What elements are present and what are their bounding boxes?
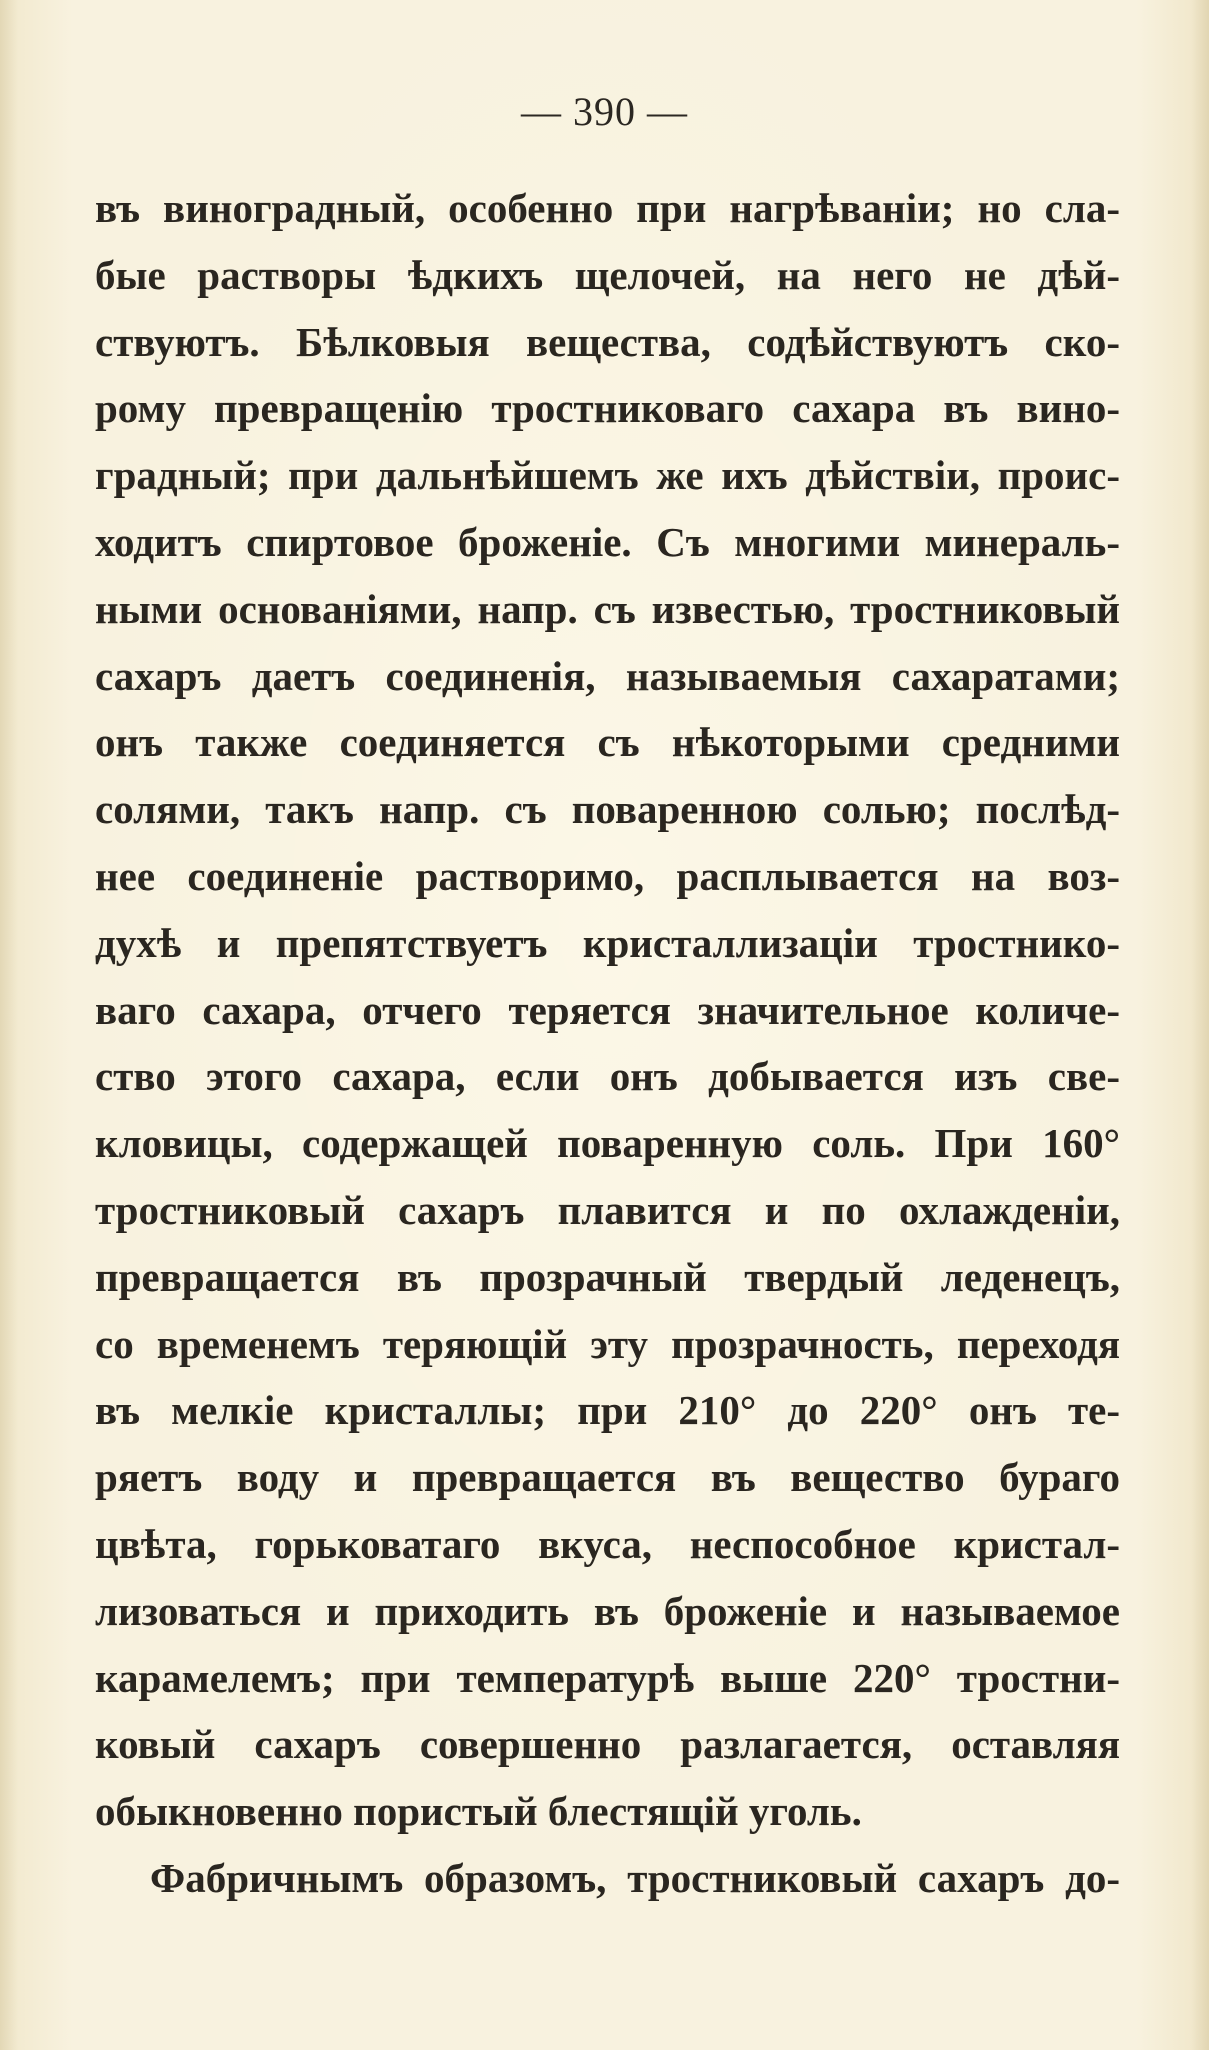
text-line: цвѣта, горьковатаго вкуса, неспособное кристал- bbox=[95, 1520, 1120, 1567]
text-line: ряетъ воду и превращается въ вещество бураго bbox=[95, 1454, 1120, 1501]
text-line: тростниковый сахаръ плавится и по охлажденіи, bbox=[95, 1186, 1120, 1233]
text-line: ство этого сахара, если онъ добывается изъ све- bbox=[95, 1053, 1120, 1100]
body-text bbox=[95, 175, 1120, 1912]
text-line: сахаръ даетъ соединенія, называемыя сахаратами; bbox=[95, 652, 1120, 699]
text-line: обыкновенно пористый блестящій уголь. bbox=[95, 1788, 862, 1835]
text-line: ными основаніями, напр. съ известью, тростниковый bbox=[95, 585, 1120, 632]
text-line: ваго сахара, отчего теряется значительное количе- bbox=[95, 986, 1120, 1033]
text-line: онъ также соединяется съ нѣкоторыми средними bbox=[95, 719, 1120, 766]
page-edge-shadow-left bbox=[0, 0, 18, 2050]
text-line: солями, такъ напр. съ поваренною солью; послѣд- bbox=[95, 786, 1120, 833]
text-line: Фабричнымъ образомъ, тростниковый сахаръ до- bbox=[150, 1854, 1120, 1901]
text-line: рому превращенію тростниковаго сахара въ вино- bbox=[95, 385, 1120, 432]
text-line: нее соединеніе растворимо, расплывается на воз- bbox=[95, 852, 1120, 899]
text-line: лизоваться и приходить въ броженіе и называемое bbox=[95, 1587, 1120, 1634]
text-line: карамелемъ; при температурѣ выше 220° тростни- bbox=[95, 1654, 1120, 1701]
text-line: духѣ и препятствуетъ кристаллизаціи тростнико- bbox=[95, 919, 1120, 966]
text-line: со временемъ теряющій эту прозрачность, переходя bbox=[95, 1320, 1120, 1367]
text-line: кловицы, содержащей поваренную соль. При 160° bbox=[95, 1120, 1120, 1167]
page-edge-shadow-right bbox=[1191, 0, 1209, 2050]
text-line: градный; при дальнѣйшемъ же ихъ дѣйствіи, проис- bbox=[95, 452, 1120, 499]
text-line: въ виноградный, особенно при нагрѣваніи; но сла- bbox=[95, 185, 1120, 231]
text-line: превращается въ прозрачный твердый леденецъ, bbox=[95, 1253, 1120, 1300]
text-line: ходитъ спиртовое броженіе. Съ многими минераль- bbox=[95, 518, 1120, 565]
page-number: — 390 — bbox=[521, 89, 688, 134]
text-line: ствуютъ. Бѣлковыя вещества, содѣйствуютъ ско- bbox=[95, 318, 1120, 365]
text-line: въ мелкіе кристаллы; при 210° до 220° онъ те- bbox=[95, 1387, 1120, 1434]
text-line: ковый сахаръ совершенно разлагается, оставляя bbox=[95, 1721, 1120, 1768]
text-line: быe растворы ѣдкихъ щелочей, на него не дѣй- bbox=[95, 251, 1120, 298]
